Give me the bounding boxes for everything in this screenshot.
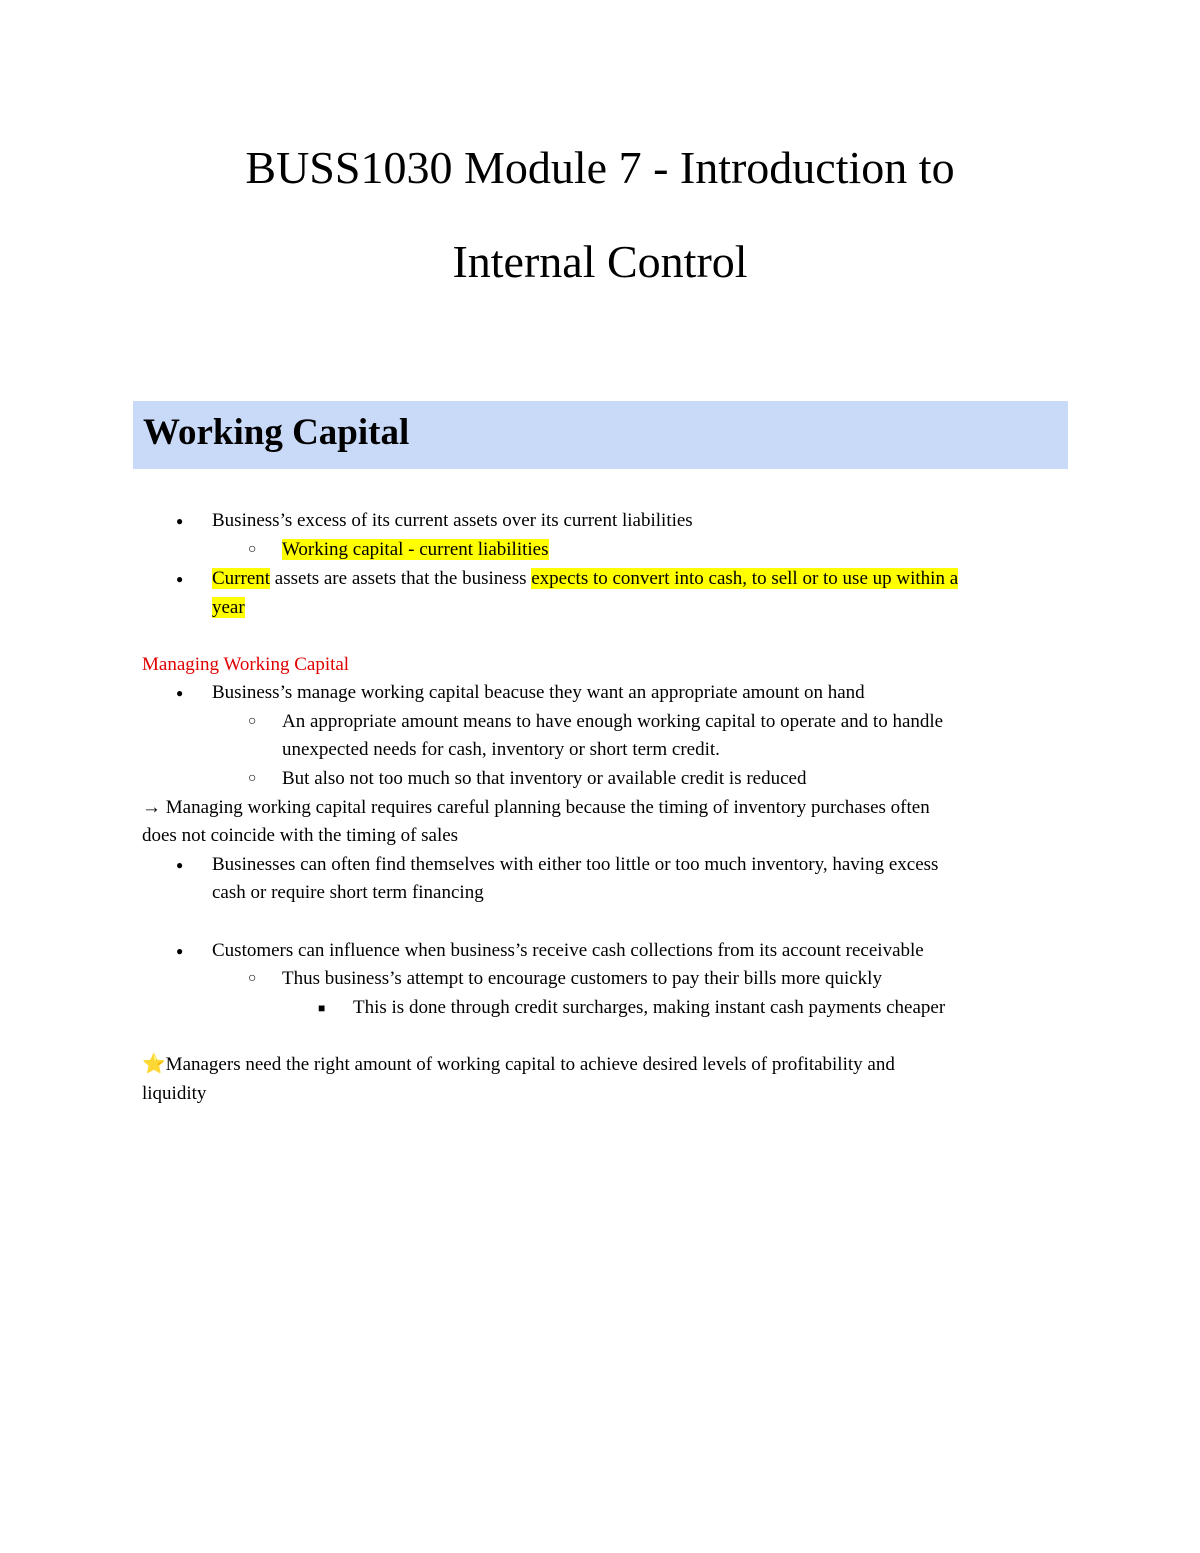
title-line-2: Internal Control	[452, 236, 748, 287]
star-icon: ⭐	[142, 1054, 166, 1075]
section-heading: Working Capital	[143, 412, 410, 453]
bullet-text: Business’s manage working capital beacuse they want an appropriate amount on hand	[212, 682, 865, 703]
sub-bullet-text: An appropriate amount means to have enough working capital to operate and to handle	[282, 711, 944, 732]
disc-bullet: ●	[176, 572, 184, 586]
highlighted-text: Current	[212, 568, 271, 589]
circle-bullet: ○	[248, 542, 257, 557]
bullet-text: Customers can influence when business’s receive cash collections from its account receivable	[212, 940, 924, 961]
document-title	[0, 138, 1200, 326]
sub-bullet-text-continued: unexpected needs for cash, inventory or short term credit.	[282, 739, 720, 760]
sub-bullet-text: Thus business’s attempt to encourage customers to pay their bills more quickly	[282, 968, 882, 989]
subheading: Managing Working Capital	[142, 654, 350, 675]
arrow-paragraph	[142, 794, 930, 823]
highlighted-text: Working capital - current liabilities	[282, 539, 549, 560]
bullet-text	[212, 565, 958, 594]
bullet-text-continued: cash or require short term financing	[212, 882, 484, 903]
disc-bullet: ●	[176, 514, 184, 528]
sub-bullet-text	[282, 536, 549, 565]
arrow-icon: →	[142, 797, 161, 818]
sub-sub-bullet-text: This is done through credit surcharges, making instant cash payments cheaper	[353, 997, 946, 1018]
bullet-text-continued	[212, 594, 245, 623]
paragraph-text: Managing working capital requires careful planning because the timing of inventory purchases often	[161, 797, 930, 818]
paragraph-text-continued: liquidity	[142, 1083, 207, 1104]
circle-bullet: ○	[248, 771, 257, 786]
disc-bullet: ●	[176, 858, 184, 872]
bullet-text: Business’s excess of its current assets over its current liabilities	[212, 510, 693, 531]
title-line-1: BUSS1030 Module 7 - Introduction to	[245, 142, 955, 193]
sub-bullet-text: But also not too much so that inventory or available credit is reduced	[282, 768, 807, 789]
disc-bullet: ●	[176, 686, 184, 700]
star-paragraph	[142, 1051, 895, 1080]
square-bullet: ■	[318, 1001, 326, 1015]
highlighted-text: year	[212, 597, 245, 618]
plain-text: assets are assets that the business	[270, 568, 532, 589]
paragraph-text-continued: does not coincide with the timing of sales	[142, 825, 459, 846]
disc-bullet: ●	[176, 944, 184, 958]
circle-bullet: ○	[248, 714, 257, 729]
bullet-text: Businesses can often find themselves with either too little or too much inventory, having excess	[212, 854, 939, 875]
circle-bullet: ○	[248, 971, 257, 986]
section-heading-box	[133, 401, 1068, 469]
highlighted-text: expects to convert into cash, to sell or to use up within a	[531, 568, 959, 589]
paragraph-text: Managers need the right amount of working capital to achieve desired levels of profitability and	[165, 1054, 895, 1075]
